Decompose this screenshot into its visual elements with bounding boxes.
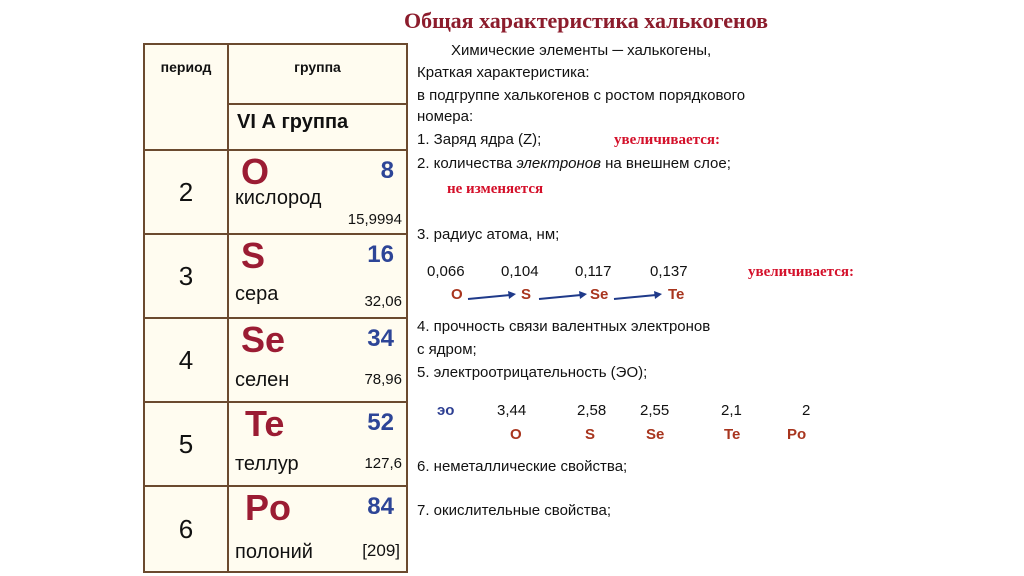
- item-4-line-2: с ядром;: [417, 341, 477, 358]
- item-1-value: увеличивается:: [614, 132, 720, 148]
- element-name: селен: [235, 369, 290, 391]
- period-number: 5: [144, 402, 228, 486]
- table-row: [144, 486, 407, 572]
- intro-line-4: номера:: [417, 108, 474, 125]
- atomic-mass: 78,96: [364, 371, 402, 388]
- radius-symbol: S: [521, 286, 532, 303]
- period-number: 4: [144, 318, 228, 402]
- period-number: 2: [144, 150, 228, 234]
- intro-line-1: Химические элементы ─ халькогены,: [451, 42, 712, 59]
- atomic-mass: 15,9994: [347, 211, 402, 228]
- eo-symbol: Se: [646, 426, 665, 443]
- eo-value: 2,1: [721, 402, 742, 419]
- element-symbol: S: [241, 235, 266, 276]
- element-cell: [229, 235, 406, 317]
- element-name: сера: [235, 283, 279, 305]
- atomic-number: 8: [380, 157, 394, 184]
- radius-arrow-icon: [537, 290, 589, 304]
- radius-arrow-icon: [612, 290, 664, 304]
- eo-symbol: Te: [724, 426, 741, 443]
- group-header: группа: [228, 44, 407, 104]
- eo-symbol: S: [585, 426, 596, 443]
- period-number: 3: [144, 234, 228, 318]
- item-2-text: [417, 155, 731, 172]
- atomic-number: 52: [367, 409, 394, 436]
- eo-value: 3,44: [497, 402, 527, 419]
- radius-arrow-icon: [466, 290, 518, 304]
- table-row: [144, 150, 407, 234]
- eo-symbol: O: [510, 426, 522, 443]
- subgroup-header: VI А группа: [228, 104, 407, 150]
- eo-label: эо: [437, 402, 455, 419]
- table-row: [144, 318, 407, 402]
- radius-symbol: Te: [668, 286, 685, 303]
- periodic-table: [143, 43, 408, 573]
- element-symbol: Se: [241, 319, 286, 360]
- intro-line-2: Краткая характеристика:: [417, 64, 590, 81]
- element-symbol: O: [241, 151, 270, 192]
- element-cell: [229, 403, 406, 485]
- radius-symbol: Se: [590, 286, 609, 303]
- item-3-text: 3. радиус атома, нм;: [417, 226, 560, 243]
- eo-value: 2: [802, 402, 811, 419]
- atomic-mass: [209]: [362, 541, 400, 560]
- item-1-text: 1. Заряд ядра (Z);: [417, 131, 542, 148]
- radius-value: 0,117: [575, 263, 612, 280]
- item-4-line-1: 4. прочность связи валентных электронов: [417, 318, 711, 335]
- element-cell: [229, 319, 406, 401]
- radius-symbol: O: [451, 286, 463, 303]
- item-2-prefix: 2. количества: [417, 155, 517, 172]
- element-name: теллур: [235, 453, 299, 475]
- item-2-value: не изменяется: [447, 181, 544, 197]
- eo-symbol: Po: [787, 426, 807, 443]
- item-6-text: 6. неметаллические свойства;: [417, 458, 628, 475]
- atomic-mass: 32,06: [364, 293, 402, 310]
- atomic-number: 16: [367, 241, 394, 268]
- item-2-suffix: на внешнем слое;: [600, 155, 731, 172]
- item-2-emphasis: электронов: [516, 155, 601, 172]
- atomic-number: 34: [367, 325, 394, 352]
- intro-line-3: в подгруппе халькогенов с ростом порядкового: [417, 87, 746, 104]
- radius-value: 0,104: [501, 263, 539, 280]
- table-row: [144, 402, 407, 486]
- atomic-mass: 127,6: [364, 455, 402, 472]
- radius-value: 0,137: [650, 263, 688, 280]
- radius-value: 0,066: [427, 263, 465, 280]
- eo-value: 2,55: [640, 402, 670, 419]
- element-cell: [229, 487, 406, 571]
- element-cell: [229, 151, 406, 233]
- page-title: Общая характеристика халькогенов: [404, 8, 769, 33]
- element-symbol: Po: [245, 487, 292, 528]
- element-name: полоний: [235, 541, 313, 563]
- period-header: период: [144, 44, 228, 150]
- period-number: 6: [144, 486, 228, 572]
- item-5-text: 5. электроотрицательность (ЭО);: [417, 364, 648, 381]
- radius-trend-value: увеличивается:: [748, 264, 854, 280]
- element-name: кислород: [235, 187, 322, 209]
- atomic-number: 84: [367, 493, 394, 520]
- table-row: [144, 234, 407, 318]
- item-7-text: 7. окислительные свойства;: [417, 502, 611, 519]
- eo-value: 2,58: [577, 402, 607, 419]
- element-symbol: Te: [245, 403, 285, 444]
